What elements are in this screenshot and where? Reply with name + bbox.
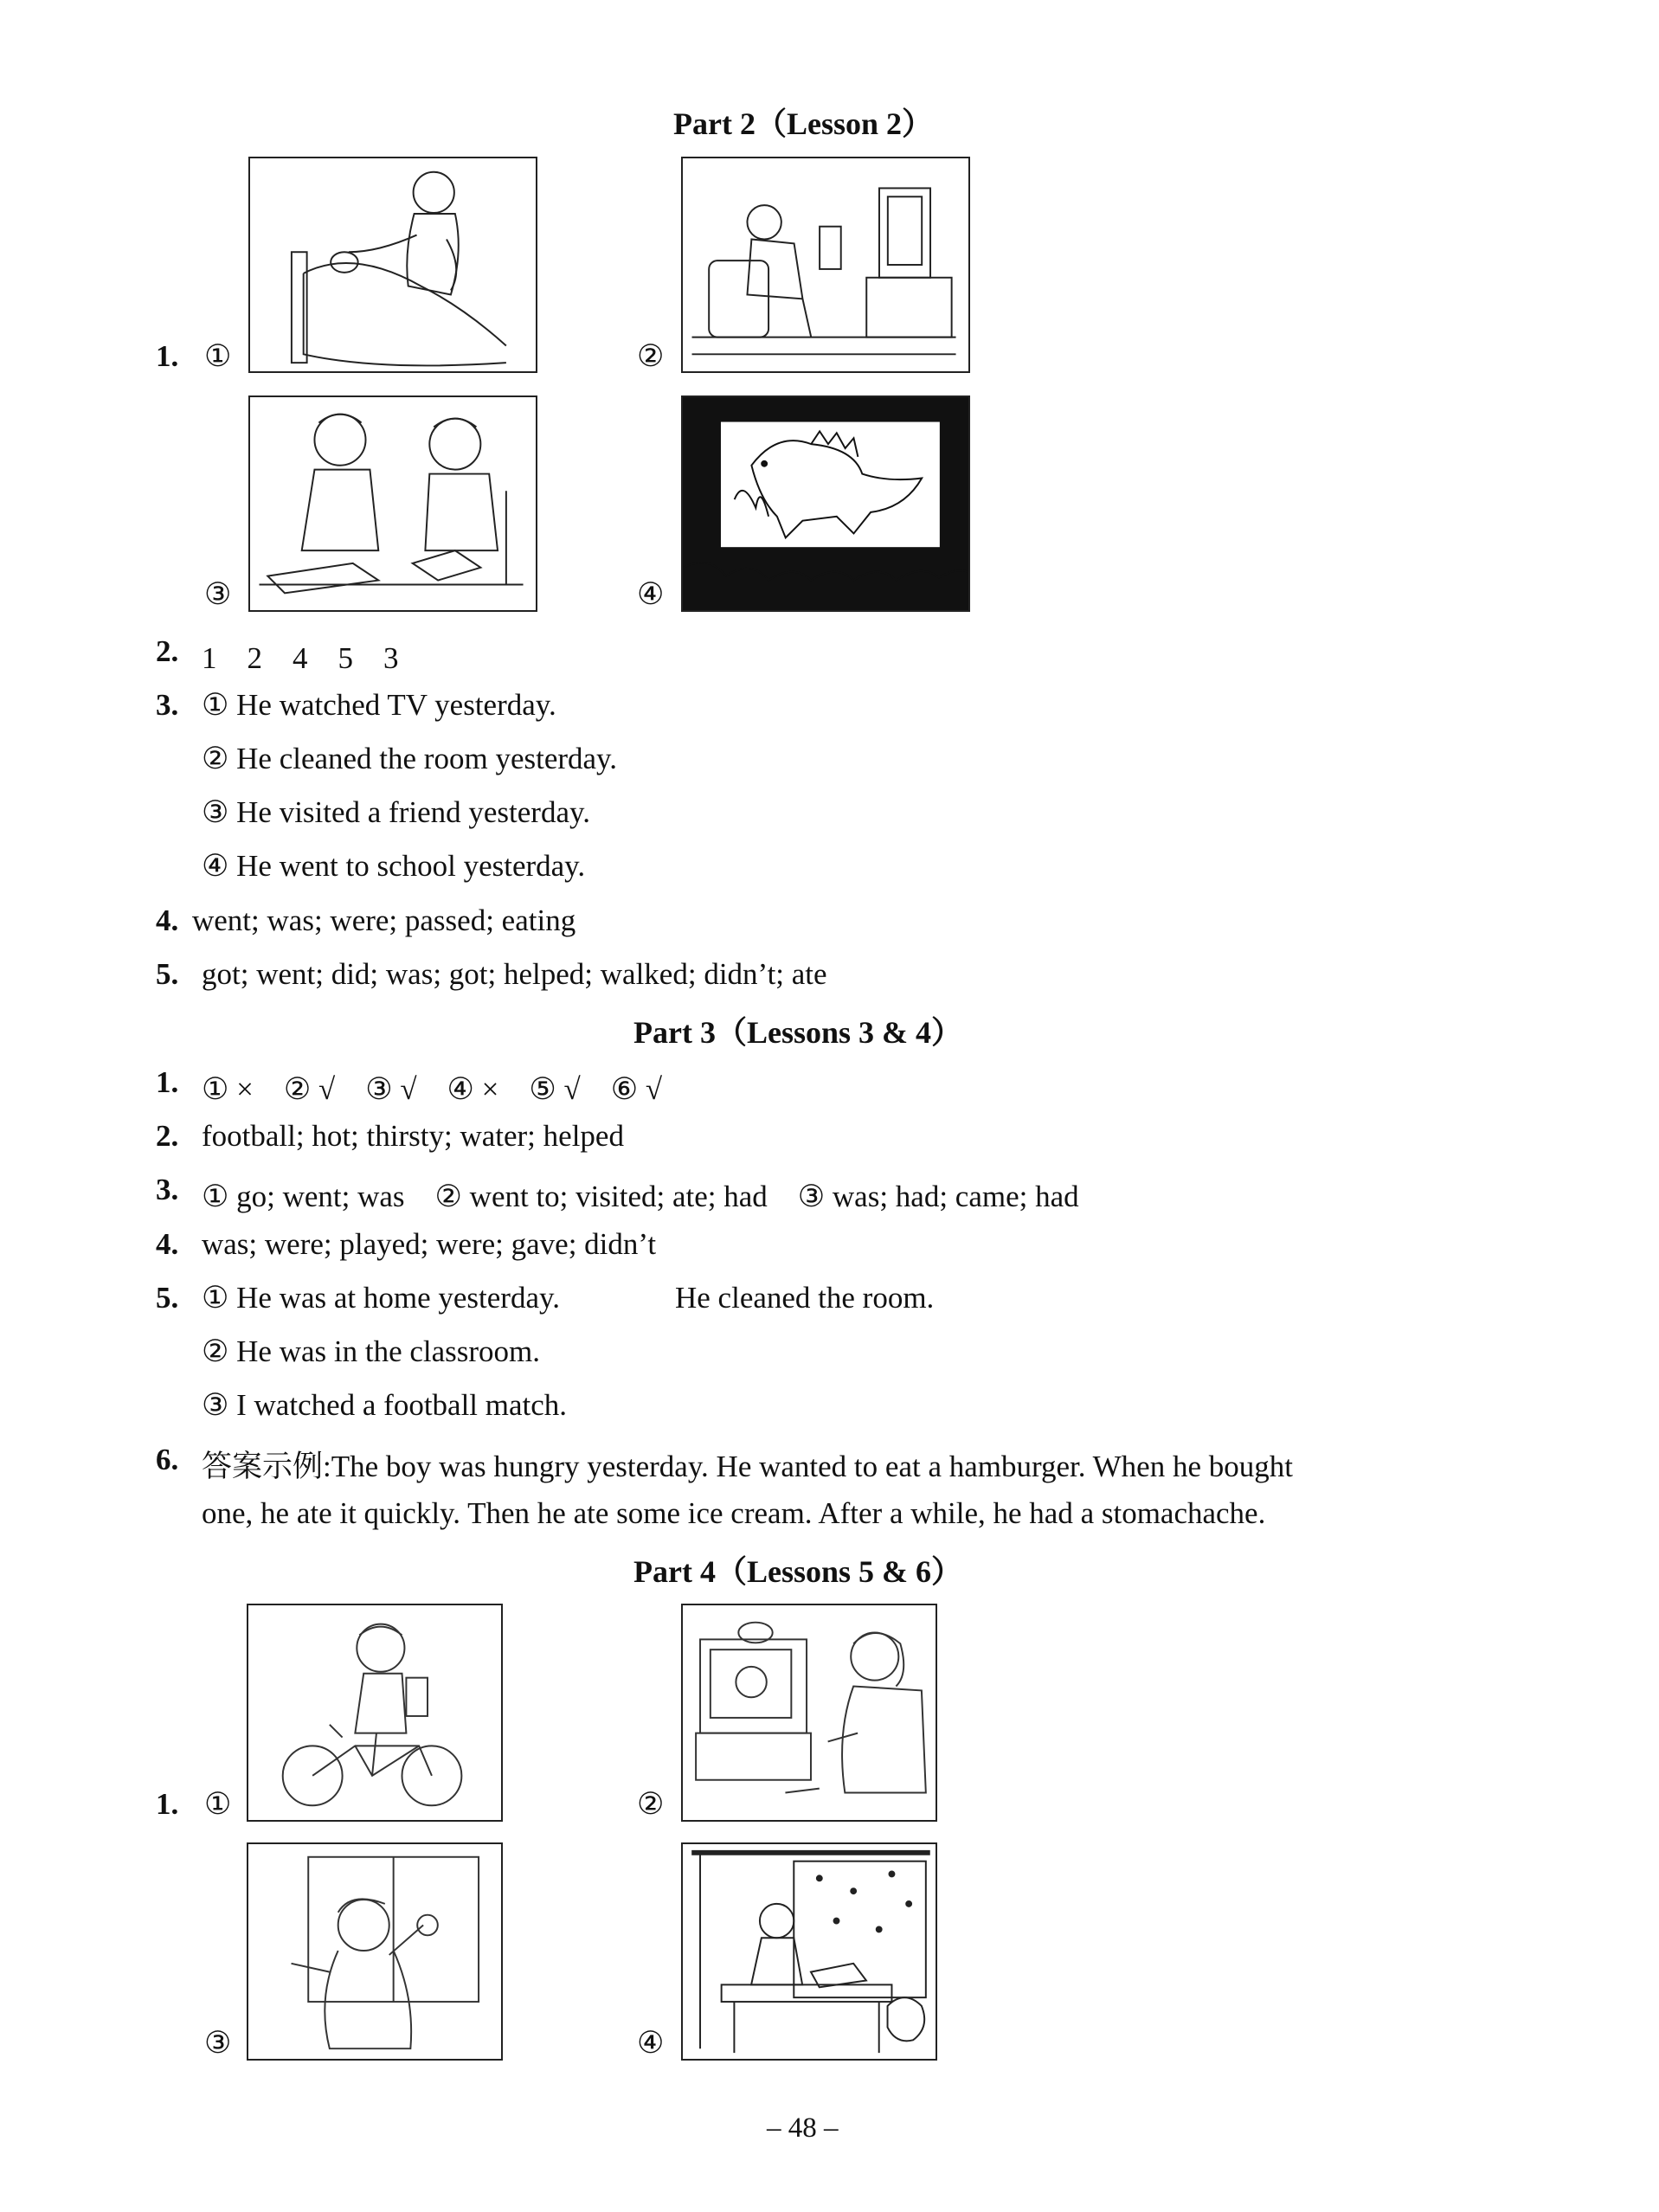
part3-q3-text: ① go; went; was ② went to; visited; ate; had ③ was; had; came; had: [202, 1180, 1079, 1213]
part4-q1-label-3: ③: [204, 2026, 232, 2060]
part2-q1-label-1: ①: [204, 339, 232, 373]
part2-q1-label-4: ④: [637, 577, 665, 611]
picture-boy-reading-at-desk: [681, 1842, 937, 2061]
part4-heading: Part 4（Lessons 5 & 6）: [633, 1554, 962, 1589]
part3-q6-line-2: one, he ate it quickly. Then he ate some ice cream. After a while, he had a stomachache.: [202, 1496, 1266, 1530]
part3-q5-line-1b: He cleaned the room.: [675, 1281, 935, 1315]
part3-q3-number: 3.: [156, 1173, 179, 1206]
part2-q3-line-2: ② He cleaned the room yesterday.: [202, 742, 618, 775]
part3-q4-text: was; were; played; were; gave; didn’t: [202, 1227, 657, 1261]
part3-q2-number: 2.: [156, 1119, 179, 1153]
part2-q4-number: 4.: [156, 903, 179, 937]
part3-heading: Part 3（Lessons 3 & 4）: [633, 1015, 962, 1050]
part2-q3-line-1: ① He watched TV yesterday.: [202, 688, 556, 722]
part2-q3-number: 3.: [156, 688, 179, 722]
part3-q1-number: 1.: [156, 1065, 179, 1099]
part3-q6-line-1: 答案示例:The boy was hungry yesterday. He wanted to eat a hamburger. When he bought: [202, 1450, 1293, 1483]
part3-q1-text: ① × ② √ ③ √ ④ × ⑤ √ ⑥ √: [202, 1072, 663, 1106]
part2-q3-line-3: ③ He visited a friend yesterday.: [202, 795, 590, 829]
picture-boy-watching-tv: [681, 157, 970, 373]
part2-q2-text: 1 2 4 5 3: [202, 641, 399, 675]
part3-q4-number: 4.: [156, 1227, 179, 1261]
part3-q6-number: 6.: [156, 1443, 179, 1476]
part2-q1-label-2: ②: [637, 339, 665, 373]
part2-heading: Part 2（Lesson 2）: [673, 106, 933, 141]
part4-q1-number: 1.: [156, 1787, 179, 1821]
part4-q1-label-4: ④: [637, 2026, 665, 2060]
part3-q5-line-2: ② He was in the classroom.: [202, 1334, 541, 1368]
part2-q3-line-4: ④ He went to school yesterday.: [202, 849, 586, 883]
picture-two-boys-reading: [248, 395, 537, 612]
picture-woman-watching-tv: [681, 1604, 937, 1822]
part2-q1-number: 1.: [156, 339, 179, 373]
part2-q5-number: 5.: [156, 957, 179, 991]
part3-q5-line-1a: ① He was at home yesterday.: [202, 1281, 560, 1315]
picture-girl-cleaning-window: [247, 1842, 503, 2061]
part2-q1-label-3: ③: [204, 577, 232, 611]
picture-dinosaur-movie: [681, 395, 970, 612]
part2-q5-text: got; went; did; was; got; helped; walked; didn’t; ate: [202, 957, 827, 991]
picture-mother-tucking-child: [248, 157, 537, 373]
picture-boy-riding-bicycle: [247, 1604, 503, 1822]
part4-q1-label-2: ②: [637, 1787, 665, 1821]
part2-q2-number: 2.: [156, 634, 179, 668]
part3-q5-line-3: ③ I watched a football match.: [202, 1388, 568, 1422]
part3-q2-text: football; hot; thirsty; water; helped: [202, 1119, 624, 1153]
part3-q5-number: 5.: [156, 1281, 179, 1315]
part2-q4-text: went; was; were; passed; eating: [192, 903, 576, 937]
page-number: – 48 –: [767, 2112, 839, 2144]
part4-q1-label-1: ①: [204, 1787, 232, 1821]
